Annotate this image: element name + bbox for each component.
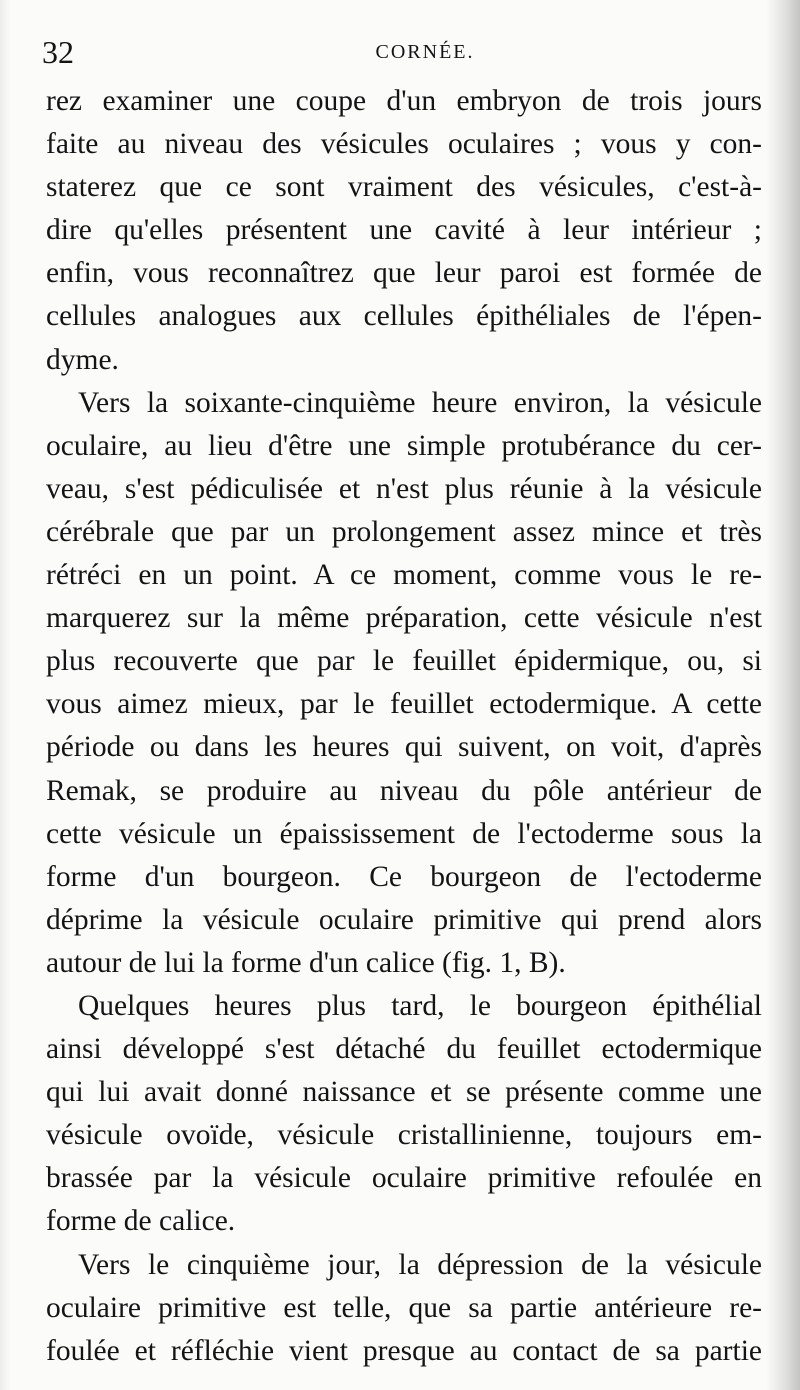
text-line: dyme. <box>46 343 119 376</box>
text-line: période ou dans les heures qui suivent, on voit, d'après <box>46 731 762 764</box>
text-line: plus recouverte que par le feuillet épidermique, ou, si <box>46 645 762 678</box>
text-line: staterez que ce sont vraiment des vésicules, c'est-à- <box>46 171 762 204</box>
text-line: rétréci en un point. A ce moment, comme vous le re- <box>46 559 762 592</box>
paragraph-start-line: Vers le cinquième jour, la dépression de la vésicule <box>78 1248 762 1281</box>
text-line: oculaire, au lieu d'être une simple protubérance du cer- <box>46 429 762 462</box>
text-line: faite au niveau des vésicules oculaires ; vous y con- <box>46 128 762 161</box>
body-text <box>46 80 762 1373</box>
text-line: déprime la vésicule oculaire primitive qui prend alors <box>46 903 762 936</box>
text-line: rez examiner une coupe d'un embryon de trois jours <box>46 85 762 117</box>
page-number: 32 <box>42 34 74 70</box>
running-title: CORNÉE. <box>375 41 475 63</box>
text-line: enfin, vous reconnaîtrez que leur paroi est formée de <box>46 257 762 290</box>
page-edge-shadow <box>766 0 800 1390</box>
text-line: forme d'un bourgeon. Ce bourgeon de l'ectoderme <box>46 860 762 893</box>
text-line: marquerez sur la même préparation, cette vésicule n'est <box>46 602 762 635</box>
text-line: dire qu'elles présentent une cavité à leur intérieur ; <box>46 214 762 247</box>
text-line: oculaire primitive est telle, que sa partie antérieure re- <box>46 1291 762 1324</box>
text-line: qui lui avait donné naissance et se présente comme une <box>46 1076 762 1109</box>
page-header <box>40 30 760 74</box>
text-line: vous aimez mieux, par le feuillet ectodermique. A cette <box>46 688 762 721</box>
text-line: autour de lui la forme d'un calice (fig. 1, B). <box>46 946 566 979</box>
text-line: cellules analogues aux cellules épithéliales de l'épen- <box>46 300 762 333</box>
paragraph-start-line: Vers la soixante-cinquième heure environ, la vésicule <box>78 386 762 419</box>
text-line: foulée et réfléchie vient presque au contact de sa partie <box>46 1334 762 1367</box>
text-line: forme de calice. <box>46 1205 236 1238</box>
text-line: vésicule ovoïde, vésicule cristallinienne, toujours em- <box>46 1119 762 1152</box>
page-gutter-shadow <box>0 0 10 1390</box>
text-line: veau, s'est pédiculisée et n'est plus réunie à la vésicule <box>46 472 762 505</box>
text-line: cérébrale que par un prolongement assez mince et très <box>46 515 762 548</box>
text-line: ainsi développé s'est détaché du feuillet ectodermique <box>46 1033 762 1066</box>
text-line: cette vésicule un épaississement de l'ectoderme sous la <box>46 817 762 850</box>
text-line: Remak, se produire au niveau du pôle antérieur de <box>46 774 762 807</box>
paragraph-start-line: Quelques heures plus tard, le bourgeon épithélial <box>78 989 762 1022</box>
text-line: brassée par la vésicule oculaire primitive refoulée en <box>46 1162 762 1195</box>
